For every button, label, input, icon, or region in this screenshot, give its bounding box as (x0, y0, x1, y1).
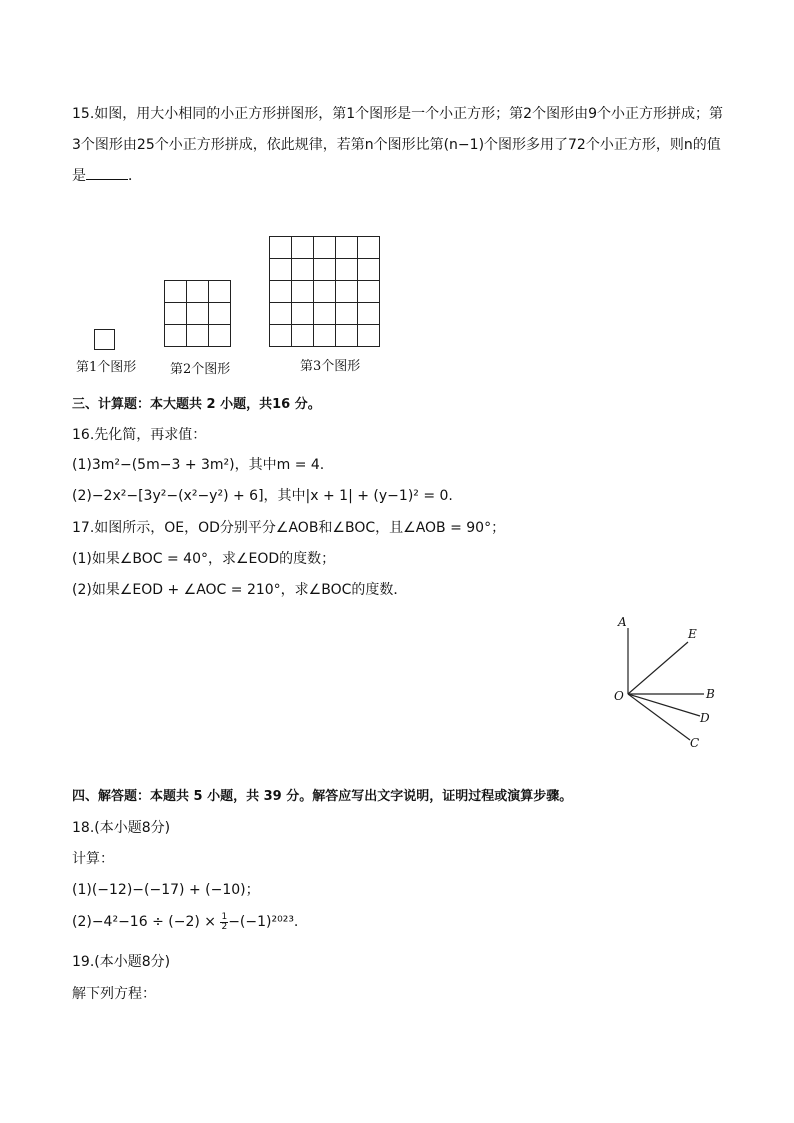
q16-part2: (2)−2x²−[3y²−(x²−y²) + 6]，其中|x + 1| + (y−1)² = 0. (72, 488, 453, 504)
answer-blank (86, 165, 128, 180)
q18-part1: (1)(−12)−(−17) + (−10)； (72, 882, 260, 898)
q18-title: 18.(本小题8分) (72, 820, 171, 836)
label-a: A (618, 615, 627, 629)
q15-line3-text: 是 (72, 168, 86, 184)
label-c: C (690, 736, 700, 750)
q17-part1: (1)如果∠BOC = 40°，求∠EOD的度数； (72, 551, 336, 567)
q19-title: 19.(本小题8分) (72, 954, 171, 970)
label-b: B (706, 687, 715, 701)
ray-oc (628, 694, 690, 740)
q17-part2: (2)如果∠EOD + ∠AOC = 210°，求∠BOC的度数． (72, 582, 408, 598)
section-4-heading: 四、解答题：本题共 5 小题，共 39 分。解答应写出文字说明，证明过程或演算步骤。 (72, 789, 573, 804)
label-d: D (700, 711, 710, 725)
figure-2-grid (164, 280, 232, 348)
q15-line1: 15.如图，用大小相同的小正方形拼图形，第1个图形是一个小正方形；第2个图形由9个小正方形拼成；第 (72, 106, 723, 122)
q16-part1: (1)3m²−(5m−3 + 3m²)，其中m = 4. (72, 457, 325, 473)
q17-intro: 17.如图所示，OE，OD分别平分∠AOB和∠BOC，且∠AOB = 90°； (72, 520, 506, 536)
angle-diagram (600, 612, 730, 752)
q18-part2-pre: (2)−4²−16 ÷ (−2) × (72, 914, 216, 930)
figure-3-grid (269, 236, 381, 348)
q16-intro: 16.先化简，再求值： (72, 427, 207, 443)
label-o: O (614, 689, 624, 703)
ray-od (628, 694, 700, 716)
q18-part2 (72, 912, 298, 932)
q19-intro: 解下列方程： (72, 986, 156, 1002)
figure-1-caption: 第1个图形 (76, 360, 137, 375)
fraction-half: $\frac{1}{2}$ (221, 911, 228, 932)
ray-oe (628, 642, 688, 694)
q18-intro: 计算： (72, 851, 114, 867)
q15-line3-end: ． (128, 168, 142, 184)
figure-3-caption: 第3个图形 (300, 359, 361, 374)
label-e: E (688, 627, 697, 641)
figure-1-grid (94, 329, 116, 351)
q15-line3 (72, 165, 142, 186)
figure-2-caption: 第2个图形 (170, 362, 231, 377)
q15-line2: 3个图形由25个小正方形拼成，依此规律，若第n个图形比第(n−1)个图形多用了72个小正方形，则n的值 (72, 137, 721, 153)
q18-part2-post: −(−1)²⁰²³. (228, 914, 299, 930)
section-3-heading: 三、计算题：本大题共 2 小题，共16 分。 (72, 397, 321, 412)
